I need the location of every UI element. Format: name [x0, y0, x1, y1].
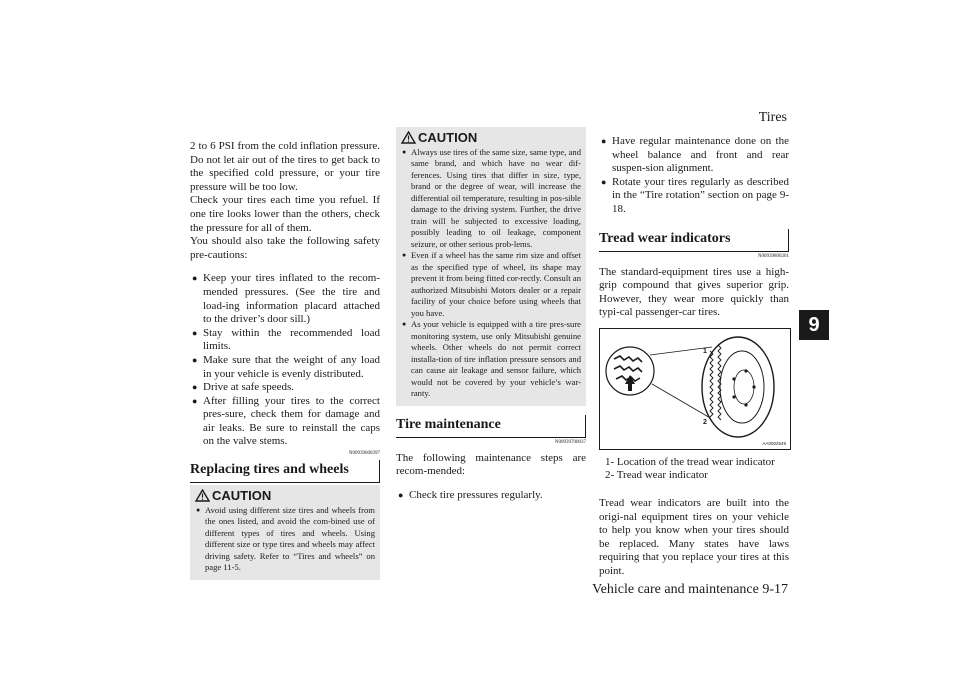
- check-paragraph: Check your tires each time you refuel. If one tire looks lower than the others, check the pressure for all of them.: [190, 194, 380, 234]
- doc-id: N00939700037: [554, 439, 586, 445]
- callout-2: 2: [703, 418, 707, 426]
- caution-title: [401, 131, 581, 145]
- page-header-title: Tires: [758, 110, 787, 125]
- caution-list: [401, 147, 581, 400]
- maintenance-intro: The following maintenance steps are recom-mended:: [396, 451, 586, 478]
- intro-paragraph: 2 to 6 PSI from the cold inflation pressure. Do not let air out of the tires to get back to the specified cold pressure, or your tire pressure will be too low.: [190, 140, 380, 193]
- caution-box: [190, 485, 380, 580]
- caution-box: [396, 127, 586, 406]
- list-item: ● Rotate your tires regularly as described in the “Tire rotation” section on page 9-18.: [599, 176, 789, 217]
- safety-list: [190, 272, 380, 449]
- list-item: ● As your vehicle is equipped with a tire pres-sure monitoring system, use only Mitsubishi genuine wheels. Other wheels do not permit correct installa-tion of tire inflation pressure sensors and can cause air leakage and sensor failure, which would not be covered by your vehicle’s war-ranty.: [401, 319, 581, 400]
- column-1: [190, 140, 380, 580]
- doc-id: N00939800201: [757, 253, 789, 259]
- maintenance-list: [396, 489, 586, 503]
- page-footer: Vehicle care and maintenance 9-17: [592, 582, 788, 597]
- doc-id: N00939600397: [348, 451, 380, 457]
- list-item: ● Even if a wheel has the same rim size and offset as the specified type of wheel, its shape may prevent it from being fitted cor-rectly. Consult an authorized Mitsubishi Motors dealer or a repair facility of your choice before using wheels that you have.: [401, 250, 581, 319]
- figure-code: AA0002549: [762, 440, 786, 446]
- tread-paragraph-2: Tread wear indicators are built into the origi-nal equipment tires on your vehicle to help you know when your tires should be replaced. Many states have laws requiring that you replace your tires at this point.: [599, 496, 789, 577]
- list-item: ● Check tire pressures regularly.: [396, 489, 586, 503]
- warning-triangle-icon: [195, 489, 210, 502]
- callout-1: 1: [703, 347, 707, 355]
- diagram-legend: [599, 456, 789, 483]
- section-heading-tread-wear: Tread wear indicators: [599, 229, 789, 252]
- section-heading-tire-maintenance: Tire maintenance: [396, 415, 586, 438]
- tread-wear-diagram: [599, 328, 791, 450]
- legend-item: 2- Tread wear indicator: [605, 469, 708, 482]
- list-item: ● Drive at safe speeds.: [190, 381, 380, 395]
- caution-list: [195, 505, 375, 574]
- list-item: ● Have regular maintenance done on the wheel balance and front and rear suspen-sion alignment.: [599, 135, 789, 176]
- column-2: [396, 127, 586, 502]
- list-item: ● Always use tires of the same size, same type, and same brand, and which have no wear dif-ferences. Using tires that differ in size, type, brand or the degree of wear, will increase the differential oil temperature, resulting in pos-sible damage to the driving system. Further, the drive train will be subjected to excessive loading, possibly leading to oil leakage, component seizure, or other serious prob-lems.: [401, 147, 581, 251]
- column-3: [599, 135, 789, 579]
- chapter-tab: 9: [799, 310, 829, 340]
- list-item: ● Avoid using different size tires and wheels from the ones listed, and avoid the com-bined use of different types of tires and wheels. Using different size or type tires and wheels may affect driving safety. Refer to “Tires and wheels” on page 11-5.: [195, 505, 375, 574]
- list-item: ● Make sure that the weight of any load in your vehicle is evenly distributed.: [190, 354, 380, 381]
- list-item: ● After filling your tires to the correct pres-sure, check them for damage and air leaks. Be sure to reinstall the caps on the valve stems.: [190, 395, 380, 449]
- list-item: ● Keep your tires inflated to the recom-mended pressures. (See the tire and load-ing information placard attached to the driver’s door sill.): [190, 272, 380, 326]
- safety-paragraph: You should also take the following safety pre-cautions:: [190, 235, 380, 261]
- warning-triangle-icon: [401, 131, 416, 144]
- legend-item: 1- Location of the tread wear indicator: [605, 455, 775, 468]
- tread-paragraph-1: The standard-equipment tires use a high-grip compound that gives superior grip. However, they wear more quickly than typi-cal passenger-car tires.: [599, 265, 789, 319]
- caution-label: CAUTION: [212, 488, 272, 504]
- caution-title: [195, 489, 375, 503]
- list-item: ● Stay within the recommended load limits.: [190, 327, 380, 354]
- maintenance-list-continued: [599, 135, 789, 217]
- tire-illustration: [600, 329, 790, 449]
- caution-label: CAUTION: [418, 130, 478, 145]
- section-heading-replacing: Replacing tires and wheels: [190, 460, 380, 483]
